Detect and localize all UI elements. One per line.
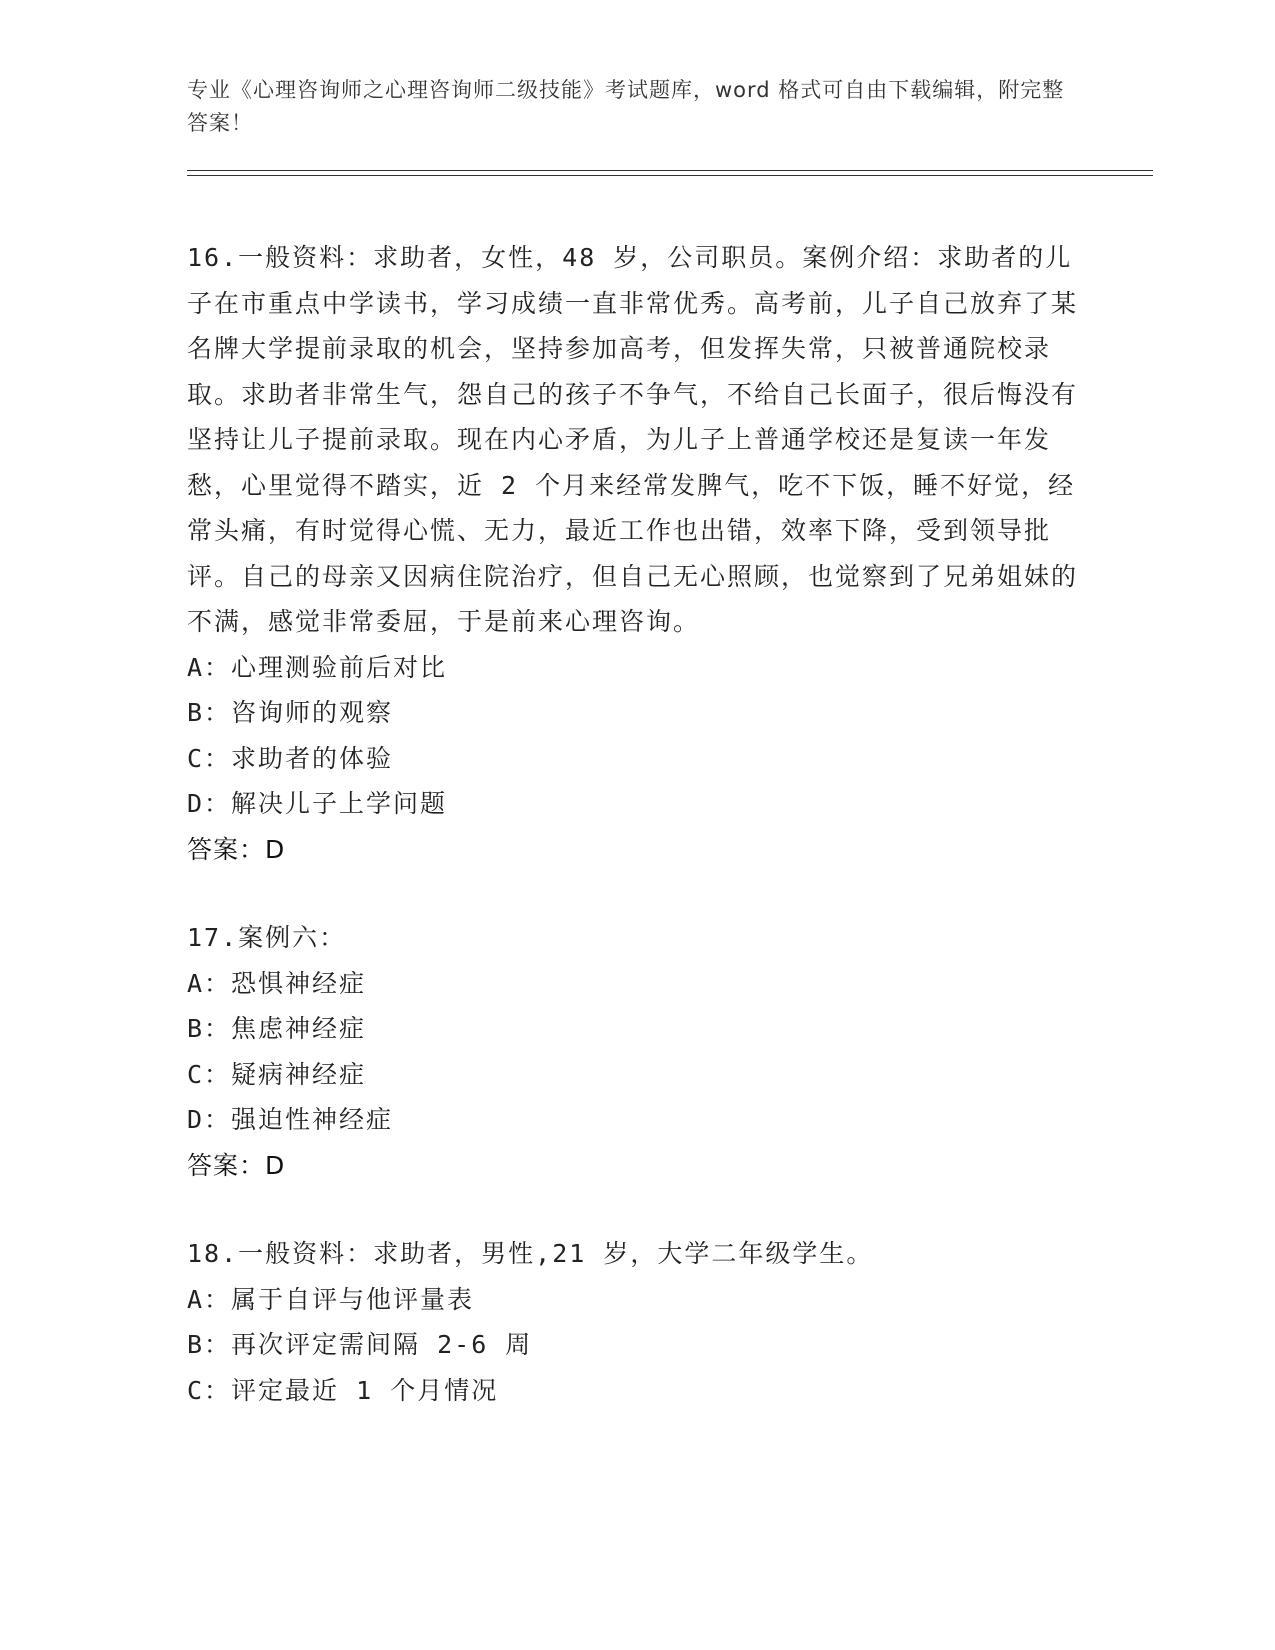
option-a: A：恐惧神经症 — [187, 968, 367, 998]
question-list — [187, 235, 1087, 1456]
question-17 — [187, 915, 1087, 1188]
question-16 — [187, 235, 1087, 872]
option-c: C：求助者的体验 — [187, 743, 394, 773]
option-a: A：属于自评与他评量表 — [187, 1284, 475, 1314]
question-18 — [187, 1231, 1087, 1413]
header-divider-top — [187, 170, 1153, 171]
option-b: B：焦虑神经症 — [187, 1014, 367, 1043]
option-d: D：解决儿子上学问题 — [187, 789, 448, 818]
question-stem: 18.一般资料：求助者，男性,21 岁，大学二年级学生。 — [187, 1239, 874, 1268]
option-c: C：评定最近 1 个月情况 — [187, 1375, 499, 1405]
header-intro-text: 专业《心理咨询师之心理咨询师二级技能》考试题库，word 格式可自由下载编辑，附完整答案！ — [187, 78, 1065, 135]
option-c: C：疑病神经症 — [187, 1059, 367, 1089]
question-stem: 17.案例六： — [187, 923, 347, 952]
answer: 答案：D — [187, 1150, 286, 1180]
option-a: A：心理测验前后对比 — [187, 652, 448, 682]
document-header — [187, 74, 1067, 140]
option-b: B：咨询师的观察 — [187, 698, 394, 727]
header-divider-bottom — [187, 175, 1153, 176]
option-b: B：再次评定需间隔 2-6 周 — [187, 1330, 533, 1359]
answer: 答案：D — [187, 834, 286, 864]
option-d: D：强迫性神经症 — [187, 1105, 394, 1134]
question-stem: 16.一般资料：求助者，女性，48 岁，公司职员。案例介绍：求助者的儿子在市重点中学读书，学习成绩一直非常优秀。高考前，儿子自己放弃了某名牌大学提前录取的机会，坚持参加高考，但发挥失常，只被普通院校录取。求助者非常生气，怨自己的孩子不争气，不给自己长面子，很后悔没有坚持让儿子提前录取。现在内心矛盾，为儿子上普通学校还是复读一年发愁，心里觉得不踏实，近 2 个月来经常发脾气，吃不下饭，睡不好觉，经常头痛，有时觉得心慌、无力，最近工作也出错，效率下降，受到领导批评。自己的母亲又因病住院治疗，但自己无心照顾，也觉察到了兄弟姐妹的不满，感觉非常委屈，于是前来心理咨询。 — [187, 243, 1079, 636]
